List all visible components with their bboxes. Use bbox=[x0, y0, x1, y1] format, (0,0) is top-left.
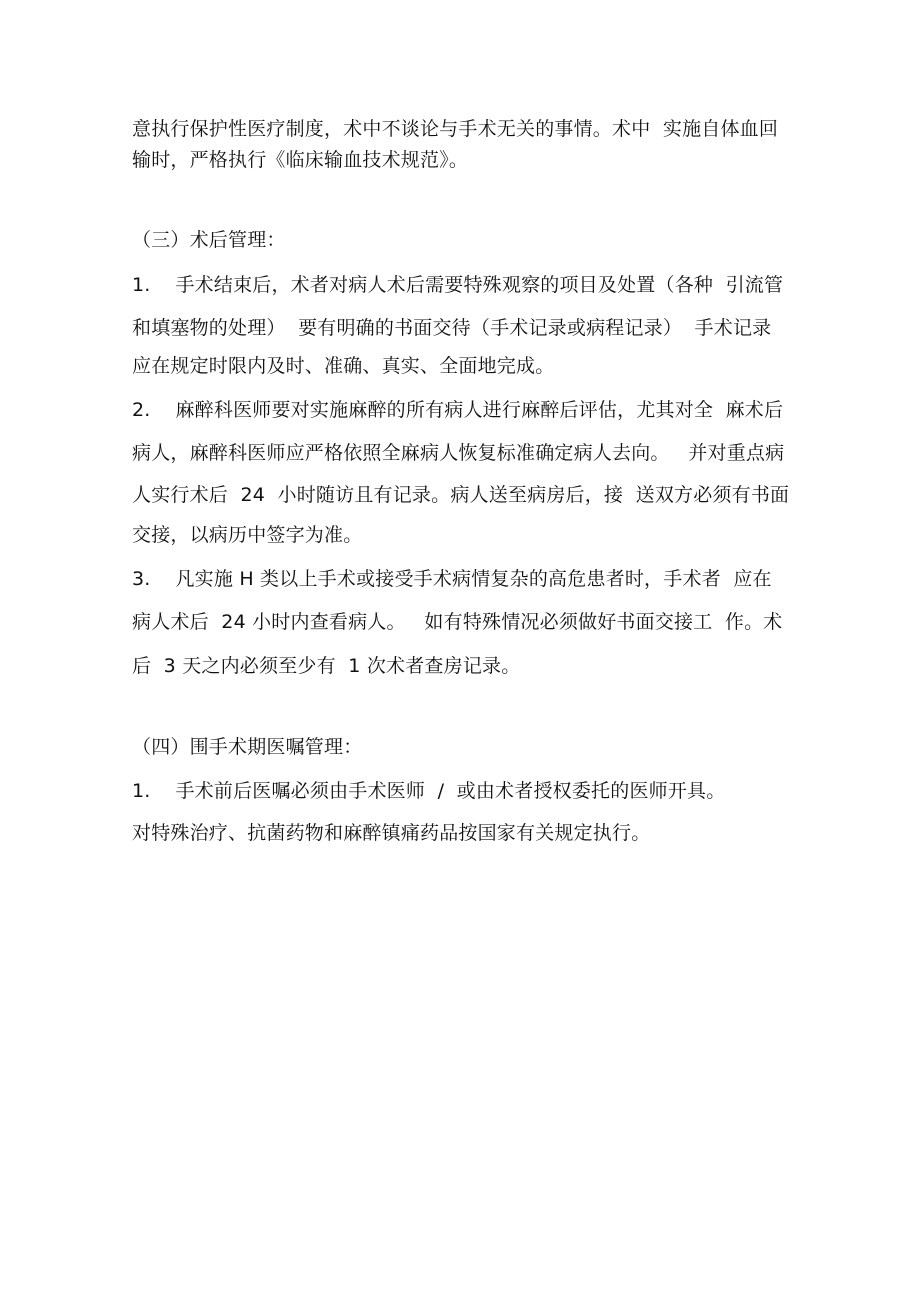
list-item-line: 后 3 天之内必须至少有 1 次术者查房记录。 bbox=[132, 655, 521, 677]
paragraph-line: 输时，严格执行《临床输血技术规范》。 bbox=[132, 149, 469, 171]
list-item-line: 病人术后 24 小时内查看病人。 如有特殊情况必须做好书面交接工 作。术 bbox=[132, 611, 783, 633]
list-item-line: 人实行术后 24 小时随访且有记录。病人送至病房后，接 送双方必须有书面 bbox=[132, 484, 790, 506]
list-item-line: 1. 手术前后医嘱必须由手术医师 / 或由术者授权委托的医师开具。 bbox=[132, 780, 726, 802]
list-item-line: 3. 凡实施 H 类以上手术或接受手术病情复杂的高危患者时，手术者 应在 bbox=[132, 568, 772, 590]
list-item-line: 和填塞物的处理） 要有明确的书面交待（手术记录或病程记录） 手术记录 bbox=[132, 317, 772, 339]
list-item-line: 交接，以病历中签字为准。 bbox=[132, 524, 363, 546]
list-item-line: 病人，麻醉科医师应严格依照全麻病人恢复标准确定病人去向。 并对重点病 bbox=[132, 442, 785, 464]
section-heading: （三）术后管理： bbox=[132, 229, 286, 251]
list-item-line: 应在规定时限内及时、准确、真实、全面地完成。 bbox=[132, 355, 555, 377]
list-item-line: 2. 麻醉科医师要对实施麻醉的所有病人进行麻醉后评估，尤其对全 麻术后 bbox=[132, 399, 784, 421]
paragraph-line: 对特殊治疗、抗菌药物和麻醉镇痛药品按国家有关规定执行。 bbox=[132, 822, 651, 844]
list-item-line: 1. 手术结束后，术者对病人术后需要特殊观察的项目及处置（各种 引流管 bbox=[132, 274, 784, 296]
paragraph-line: 意执行保护性医疗制度，术中不谈论与手术无关的事情。术中 实施自体血回 bbox=[132, 118, 779, 140]
section-heading: （四）围手术期医嘱管理： bbox=[132, 736, 363, 758]
